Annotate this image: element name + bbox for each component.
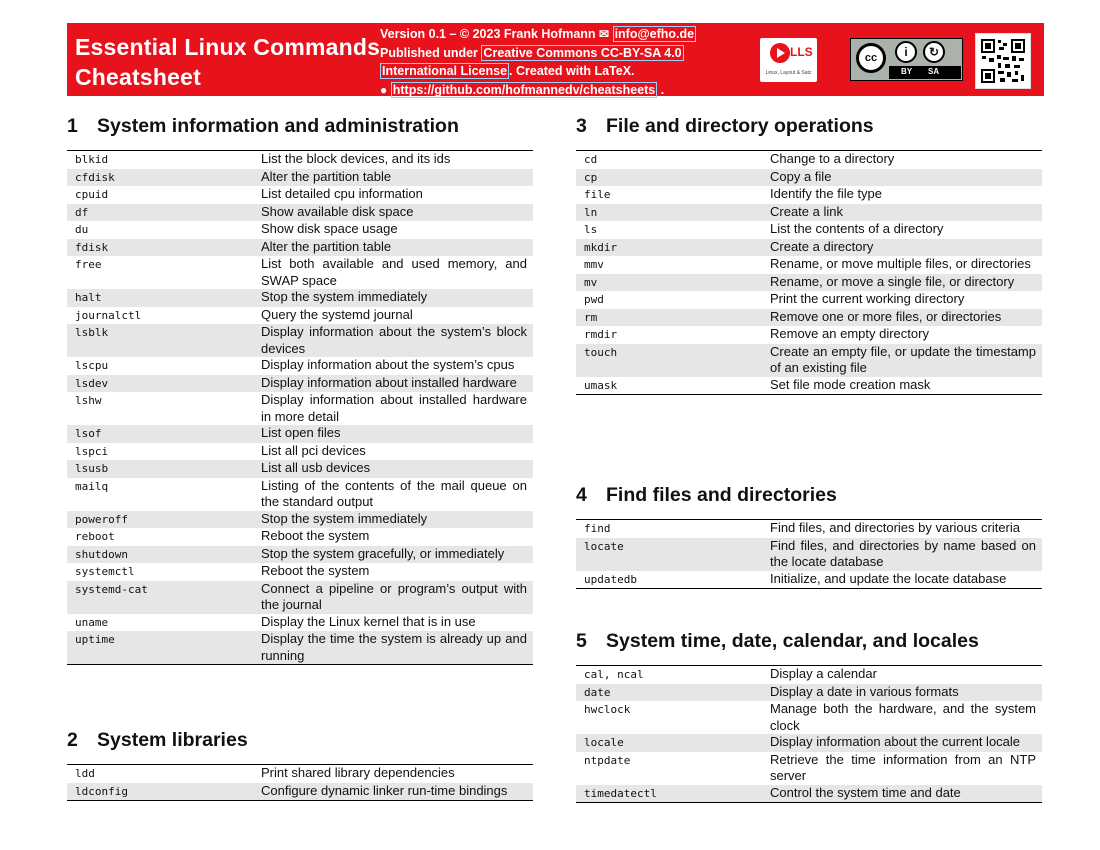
- command-name: hwclock: [584, 703, 631, 716]
- command-name: free: [75, 258, 102, 271]
- table-row: [67, 186, 533, 204]
- section-number: 3: [576, 115, 587, 137]
- command-name: rm: [584, 310, 598, 324]
- command-table: [67, 150, 533, 665]
- command-name: systemd-cat: [75, 582, 148, 596]
- section-4: [576, 480, 1042, 589]
- command-description: Control the system time and date: [770, 784, 961, 800]
- version-text: Version 0.1 – © 2023 Frank Hofmann: [380, 27, 596, 41]
- attribution-icon: i: [895, 41, 917, 63]
- command-name: mailq: [75, 479, 109, 493]
- command-description: Display a date in various formats: [770, 683, 959, 699]
- command-name: updatedb: [584, 572, 637, 586]
- document-meta: [380, 25, 696, 99]
- lls-logo-subtitle: Linux, Layout & Satz: [765, 70, 812, 76]
- table-row: [67, 528, 533, 546]
- command-name: lspci: [75, 444, 109, 458]
- command-name: reboot: [75, 530, 115, 543]
- table-row: [67, 425, 533, 443]
- command-name: umask: [584, 378, 618, 392]
- command-name: df: [75, 205, 89, 219]
- command-name: lsof: [75, 427, 102, 440]
- command-name: find: [584, 522, 611, 535]
- command-description: Manage both the hardware, and the system clock: [770, 701, 1036, 733]
- lls-logo-text: LLS: [790, 45, 813, 59]
- command-description: Identify the file type: [770, 186, 883, 201]
- command-name: du: [75, 223, 89, 236]
- table-row: [576, 520, 1042, 538]
- section-heading: [67, 111, 533, 141]
- command-name: lsusb: [75, 462, 109, 475]
- table-row: [67, 563, 533, 581]
- command-name: lsblk: [75, 326, 109, 339]
- document-title: [75, 32, 380, 92]
- table-row: [576, 274, 1042, 292]
- table-row: [67, 221, 533, 239]
- section-5: [576, 626, 1042, 803]
- table-row: [67, 375, 533, 393]
- cc-badge-strip: [889, 66, 961, 79]
- command-name: rmdir: [584, 328, 618, 341]
- command-description: Display information about the system’s block devices: [261, 324, 527, 356]
- command-description: List all usb devices: [261, 460, 371, 475]
- command-description: Listing of the contents of the mail queue on the standard output: [261, 477, 527, 509]
- command-description: Copy a file: [770, 168, 832, 184]
- command-description: List the contents of a directory: [770, 221, 944, 236]
- command-name: cpuid: [75, 188, 109, 201]
- table-row: [67, 443, 533, 461]
- command-name: touch: [584, 345, 618, 359]
- table-row: [67, 392, 533, 425]
- table-row: [67, 239, 533, 257]
- table-row: [576, 291, 1042, 309]
- table-row: [576, 151, 1042, 169]
- command-name: date: [584, 685, 611, 699]
- command-name: uname: [75, 615, 109, 629]
- command-name: halt: [75, 291, 102, 304]
- table-row: [576, 701, 1042, 734]
- command-name: mv: [584, 275, 598, 289]
- table-row: [576, 666, 1042, 684]
- command-name: cd: [584, 153, 598, 166]
- license-link-continued[interactable]: International License: [382, 64, 508, 78]
- email-link[interactable]: info@efho.de: [614, 27, 695, 41]
- command-description: Rename, or move multiple files, or directories: [770, 256, 1031, 271]
- command-description: Query the systemd journal: [261, 306, 413, 322]
- command-name: cal, ncal: [584, 668, 644, 681]
- command-name: fdisk: [75, 240, 109, 254]
- section-3: [576, 111, 1042, 395]
- meta-line-1: [380, 25, 696, 44]
- section-title: System time, date, calendar, and locales: [606, 630, 979, 652]
- cc-by-label: BY: [901, 67, 913, 76]
- command-description: Create a directory: [770, 238, 874, 254]
- table-row: [576, 169, 1042, 187]
- lls-play-icon: [770, 43, 790, 63]
- table-row: [576, 326, 1042, 344]
- section-title: Find files and directories: [606, 484, 837, 506]
- qr-code: [975, 33, 1031, 89]
- command-table: [67, 764, 533, 801]
- command-description: Rename, or move a single file, or directory: [770, 273, 1015, 289]
- command-name: locate: [584, 539, 624, 553]
- command-description: Display a calendar: [770, 666, 877, 681]
- command-name: poweroff: [75, 512, 128, 526]
- table-row: [67, 151, 533, 169]
- trailing-dot: .: [660, 82, 665, 97]
- command-name: systemctl: [75, 565, 135, 578]
- command-description: Reboot the system: [261, 563, 370, 578]
- envelope-icon: ✉: [599, 27, 610, 41]
- command-table: [576, 150, 1042, 395]
- header-banner: [67, 23, 1044, 96]
- table-row: [67, 478, 533, 511]
- section-2: [67, 725, 533, 801]
- table-row: [67, 289, 533, 307]
- table-row: [67, 256, 533, 289]
- command-name: cp: [584, 170, 598, 184]
- command-description: Display information about the current locale: [770, 734, 1021, 749]
- table-row: [576, 186, 1042, 204]
- command-description: List both available and used memory, and SWAP space: [261, 256, 527, 288]
- section-heading: [576, 626, 1042, 656]
- cc-sa-label: SA: [928, 67, 940, 76]
- table-row: [67, 324, 533, 357]
- section-heading: [576, 480, 1042, 510]
- meta-line-3: [380, 62, 696, 81]
- cc-icon: cc: [856, 43, 886, 73]
- command-description: Display information about the system’s cpus: [261, 357, 515, 372]
- command-description: Change to a directory: [770, 151, 895, 166]
- command-name: lsdev: [75, 376, 109, 390]
- section-number: 2: [67, 729, 78, 751]
- command-description: List open files: [261, 425, 341, 440]
- command-description: Alter the partition table: [261, 238, 392, 254]
- command-name: ntpdate: [584, 753, 631, 767]
- command-description: Find files, and directories by name based on the locate database: [770, 537, 1036, 569]
- table-row: [67, 765, 533, 783]
- table-row: [67, 460, 533, 478]
- table-row: [67, 614, 533, 632]
- command-description: Stop the system immediately: [261, 510, 428, 526]
- command-description: Print shared library dependencies: [261, 765, 455, 780]
- qr-code-icon: [981, 39, 1025, 83]
- command-description: Find files, and directories by various criteria: [770, 520, 1020, 535]
- section-1: [67, 111, 533, 665]
- table-row: [67, 357, 533, 375]
- command-name: lscpu: [75, 359, 109, 372]
- command-description: Print the current working directory: [770, 291, 965, 306]
- table-row: [67, 783, 533, 801]
- table-row: [576, 309, 1042, 327]
- section-title: System libraries: [97, 729, 248, 751]
- meta-line-2: [380, 44, 696, 63]
- command-name: ldd: [75, 767, 95, 780]
- share-alike-icon: ↻: [923, 41, 945, 63]
- table-row: [576, 752, 1042, 785]
- command-name: mmv: [584, 258, 604, 271]
- table-row: [67, 307, 533, 325]
- command-description: Reboot the system: [261, 528, 370, 543]
- lls-logo: [760, 38, 817, 82]
- command-description: List detailed cpu information: [261, 186, 423, 201]
- table-row: [576, 684, 1042, 702]
- section-title: File and directory operations: [606, 115, 874, 137]
- table-row: [576, 571, 1042, 589]
- github-icon: ●: [380, 82, 388, 97]
- table-row: [67, 581, 533, 614]
- command-name: timedatectl: [584, 786, 657, 800]
- command-description: List all pci devices: [261, 442, 366, 458]
- meta-line-4: [380, 81, 696, 100]
- command-description: Remove an empty directory: [770, 326, 929, 341]
- command-table: [576, 665, 1042, 803]
- table-row: [576, 538, 1042, 571]
- table-row: [67, 546, 533, 564]
- command-description: Create an empty file, or update the timestamp of an existing file: [770, 343, 1036, 375]
- command-description: Connect a pipeline or program’s output with the journal: [261, 580, 527, 612]
- title-line-2: Cheatsheet: [75, 64, 201, 90]
- command-name: blkid: [75, 153, 109, 166]
- table-row: [67, 204, 533, 222]
- command-description: Display the Linux kernel that is in use: [261, 613, 476, 629]
- command-description: Display information about installed hardware in more detail: [261, 392, 527, 424]
- command-description: List the block devices, and its ids: [261, 151, 451, 166]
- command-description: Remove one or more files, or directories: [770, 308, 1002, 324]
- command-description: Display information about installed hardware: [261, 374, 517, 390]
- table-row: [67, 631, 533, 664]
- command-name: uptime: [75, 633, 115, 646]
- command-name: pwd: [584, 293, 604, 306]
- table-row: [576, 239, 1042, 257]
- command-description: Stop the system gracefully, or immediately: [261, 545, 505, 561]
- command-name: ls: [584, 223, 598, 236]
- command-name: shutdown: [75, 547, 128, 561]
- command-description: Show available disk space: [261, 203, 414, 219]
- command-name: lshw: [75, 394, 102, 407]
- table-row: [576, 785, 1042, 803]
- title-line-1: Essential Linux Commands: [75, 34, 381, 60]
- command-name: file: [584, 188, 611, 201]
- command-description: Create a link: [770, 203, 843, 219]
- command-description: Configure dynamic linker run-time bindings: [261, 782, 508, 798]
- table-row: [67, 169, 533, 187]
- command-description: Display the time the system is already up and running: [261, 631, 527, 663]
- table-row: [576, 344, 1042, 377]
- command-name: mkdir: [584, 240, 618, 254]
- section-heading: [67, 725, 533, 755]
- command-description: Initialize, and update the locate database: [770, 570, 1007, 586]
- table-row: [576, 204, 1042, 222]
- table-row: [576, 221, 1042, 239]
- section-heading: [576, 111, 1042, 141]
- section-number: 4: [576, 484, 587, 506]
- github-link[interactable]: https://github.com/hofmannedv/cheatsheets: [392, 82, 656, 97]
- command-name: cfdisk: [75, 170, 115, 184]
- command-name: ldconfig: [75, 784, 128, 798]
- command-description: Set file mode creation mask: [770, 376, 931, 392]
- section-title: System information and administration: [97, 115, 459, 137]
- section-number: 5: [576, 630, 587, 652]
- created-with-text: . Created with LaTeX.: [509, 64, 635, 78]
- command-name: journalctl: [75, 308, 142, 322]
- command-description: Stop the system immediately: [261, 289, 428, 304]
- command-description: Show disk space usage: [261, 221, 398, 236]
- published-under-text: Published under: [380, 45, 478, 60]
- command-description: Alter the partition table: [261, 168, 392, 184]
- cc-by-sa-badge: [850, 38, 963, 81]
- table-row: [576, 256, 1042, 274]
- command-description: Retrieve the time information from an NTP server: [770, 751, 1036, 783]
- license-link[interactable]: Creative Commons CC-BY-SA 4.0: [483, 45, 682, 60]
- section-number: 1: [67, 115, 78, 137]
- command-table: [576, 519, 1042, 589]
- command-name: locale: [584, 736, 624, 749]
- command-name: ln: [584, 205, 598, 219]
- table-row: [67, 511, 533, 529]
- table-row: [576, 734, 1042, 752]
- table-row: [576, 377, 1042, 395]
